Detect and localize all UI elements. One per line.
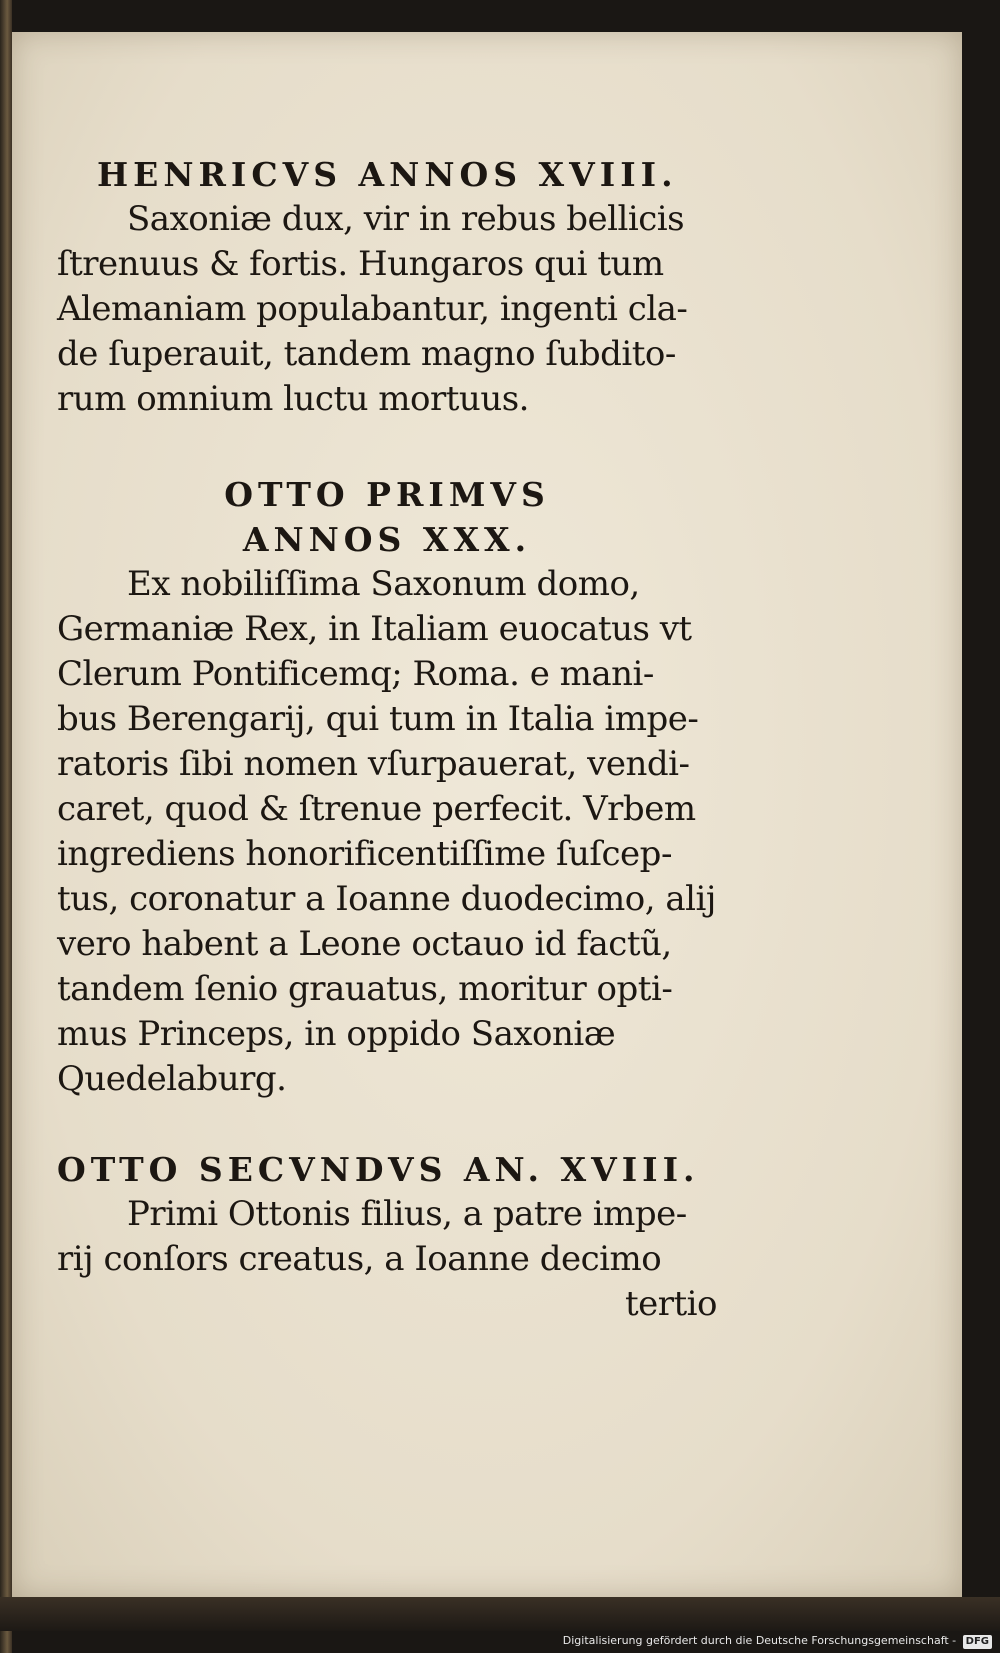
text-line: vero habent a Leone octauo id factũ, [57,924,672,964]
text-line: tandem ſenio grauatus, moritur opti- [57,969,673,1009]
text-line: ſtrenuus & fortis. Hungaros qui tum [57,244,664,284]
book-page [12,32,962,1597]
text-line: rij conſors creatus, a Ioanne decimo [57,1239,662,1279]
text-line: Saxoniæ dux, vir in rebus bellicis [127,199,685,239]
text-line: Clerum Pontificemq; Roma. e mani- [57,654,654,694]
text-line: mus Princeps, in oppido Saxoniæ [57,1014,616,1054]
heading-otto-primus-years: ANNOS XXX. [242,520,532,559]
text-line: rum omnium luctu mortuus. [57,379,529,419]
dfg-logo: DFG [963,1635,992,1649]
page-bottom-edge [0,1597,1000,1631]
page-left-edge [0,0,12,1653]
text-line: ingrediens honorificentiſſime ſuſcep- [57,834,672,874]
catchword: tertio [624,1284,717,1324]
text-line: Germaniæ Rex, in Italiam euocatus vt [57,609,692,649]
heading-henricus: HENRICVS ANNOS XVIII. [97,155,678,194]
footer-text: Digitalisierung gefördert durch die Deutsche Forschungsgemeinschaft - [562,1634,957,1647]
text-line: bus Berengarij, qui tum in Italia impe- [57,699,699,739]
heading-otto-primus: OTTO PRIMVS [224,475,550,514]
text-line: Primi Ottonis filius, a patre impe- [127,1194,687,1234]
text-line: tus, coronatur a Ioanne duodecimo, alij [57,879,716,919]
text-line: ratoris ſibi nomen vſurpauerat, vendi- [57,744,690,784]
text-line: de ſuperauit, tandem magno ſubdito- [57,334,676,374]
text-line: Alemaniam populabantur, ingenti cla- [57,289,688,329]
heading-otto-secundus: OTTO SECVNDVS AN. XVIII. [57,1150,700,1189]
text-line: Ex nobiliſſima Saxonum domo, [127,564,640,604]
text-line: caret, quod & ſtrenue perfecit. Vrbem [57,789,696,829]
text-line: Quedelaburg. [57,1059,287,1099]
digitization-footer [563,1631,992,1651]
page-text [57,152,717,1327]
